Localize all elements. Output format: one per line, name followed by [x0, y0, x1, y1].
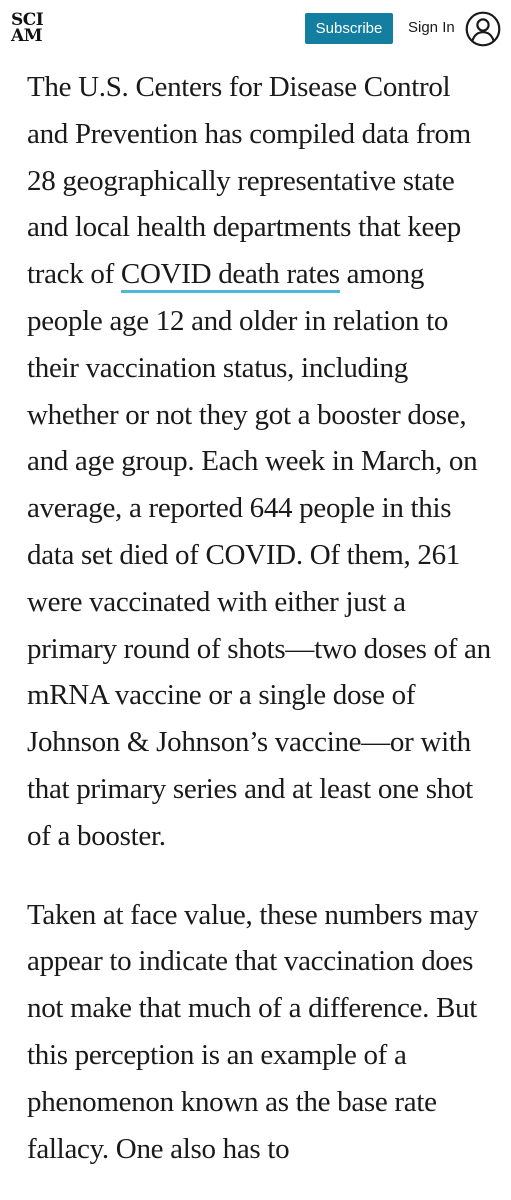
covid-death-rates-link[interactable]: COVID death rates [121, 258, 340, 293]
article-paragraph [27, 64, 497, 860]
logo-line-2: AM [11, 26, 43, 46]
paragraph-text: The U.S. Centers for Disease Control and Prevention has compiled data from 28 geographically representative state and local health departments that keep track of [27, 71, 471, 291]
site-header [0, 0, 511, 58]
sign-in-link[interactable]: Sign In [408, 19, 455, 36]
article-paragraph: Taken at face value, these numbers may appear to indicate that vaccination does not make that much of a difference. But this perception is an example of a phenomenon known as the base rate fallacy. One also has to [27, 898, 479, 1165]
article-body [27, 64, 497, 1172]
paragraph-text: among people age 12 and older in relation to their vaccination status, including whether or not they got a booster dose, and age group. Each week in March, on average, a reported 644 people in this data set died of COVID. Of them, 261 were vaccinated with either just a primary round of shots—two doses of an mRNA vaccine or a single dose of Johnson & Johnson’s vaccine—or with that primary series and at least one shot of a booster. [27, 258, 491, 852]
user-circle-icon[interactable] [465, 11, 501, 47]
subscribe-button[interactable]: Subscribe [305, 13, 393, 44]
logo-line-1: SCI [11, 10, 44, 30]
sciam-logo[interactable] [11, 12, 43, 44]
